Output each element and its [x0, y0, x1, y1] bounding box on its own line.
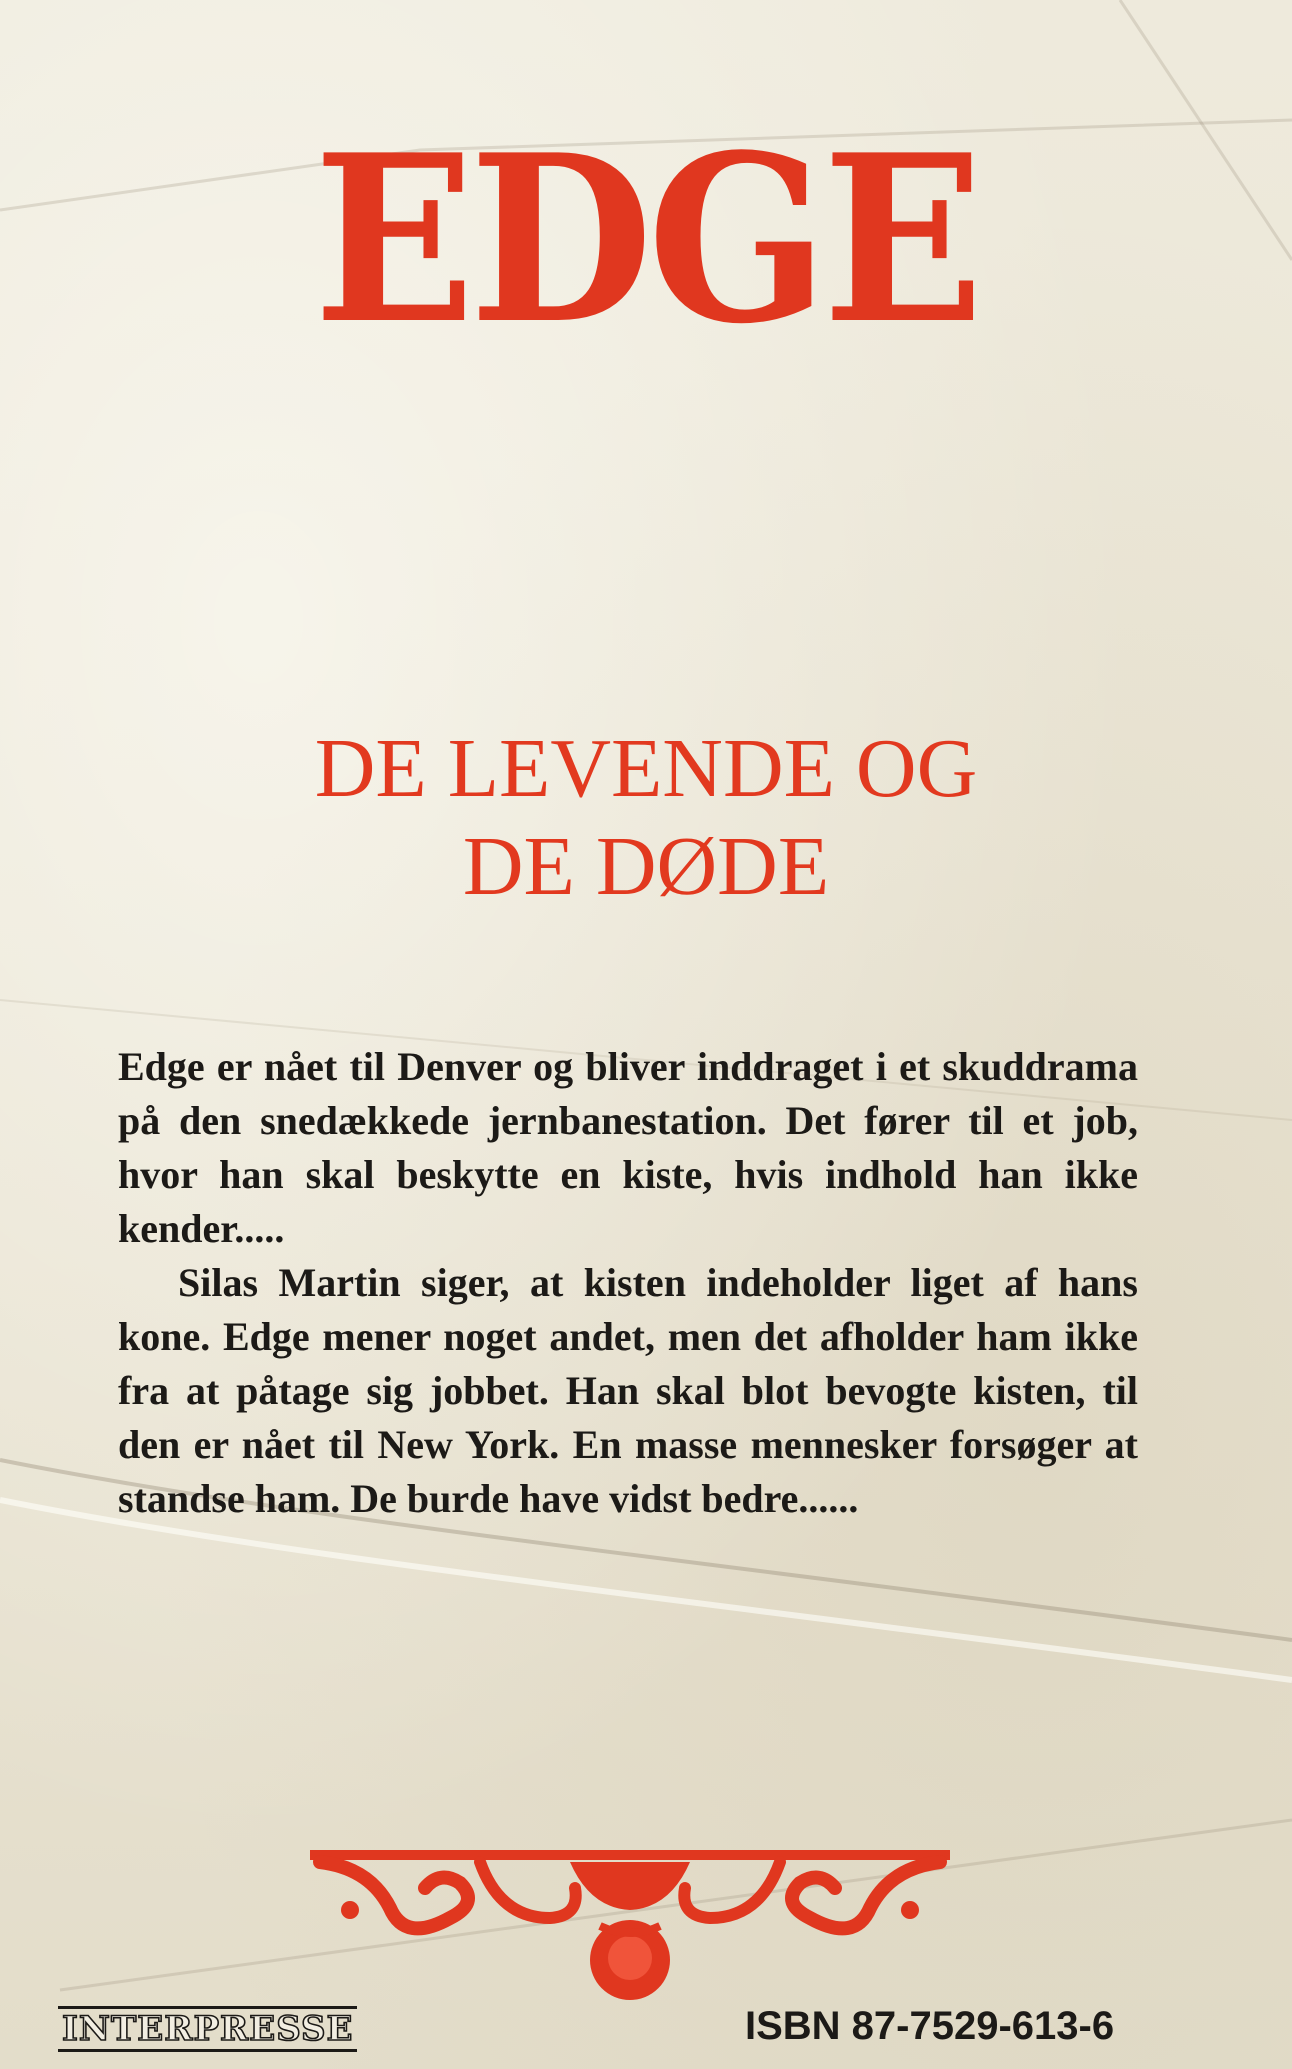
blurb-paragraph-2: Silas Martin siger, at kisten indeholder liget af hans kone. Edge mener noget andet, men det afholder ham ikke fra at påtage sig jobbet. Han skal blot bevogte kisten, til den er nået til New York. En masse mennesker forsøger at standse ham. De burde have vidst bedre...... — [118, 1260, 1138, 1521]
blurb — [118, 1040, 1138, 1526]
publisher-logo: INTERPRESSE — [58, 2006, 357, 2052]
book-title-line-2: DE DØDE — [462, 820, 830, 913]
blurb-paragraph-1: Edge er nået til Denver og bliver inddraget i et skuddrama på den snedækkede jernbanestation. Det fører til et job, hvor han skal beskytte en kiste, hvis indhold han ikke kender..... — [118, 1044, 1138, 1251]
book-title-line-1: DE LEVENDE OG — [314, 722, 978, 815]
isbn: ISBN 87-7529-613-6 — [745, 2004, 1115, 2048]
ornamental-flourish-icon — [310, 1848, 950, 2008]
series-title: EDGE — [313, 105, 979, 375]
book-title — [0, 720, 1292, 916]
